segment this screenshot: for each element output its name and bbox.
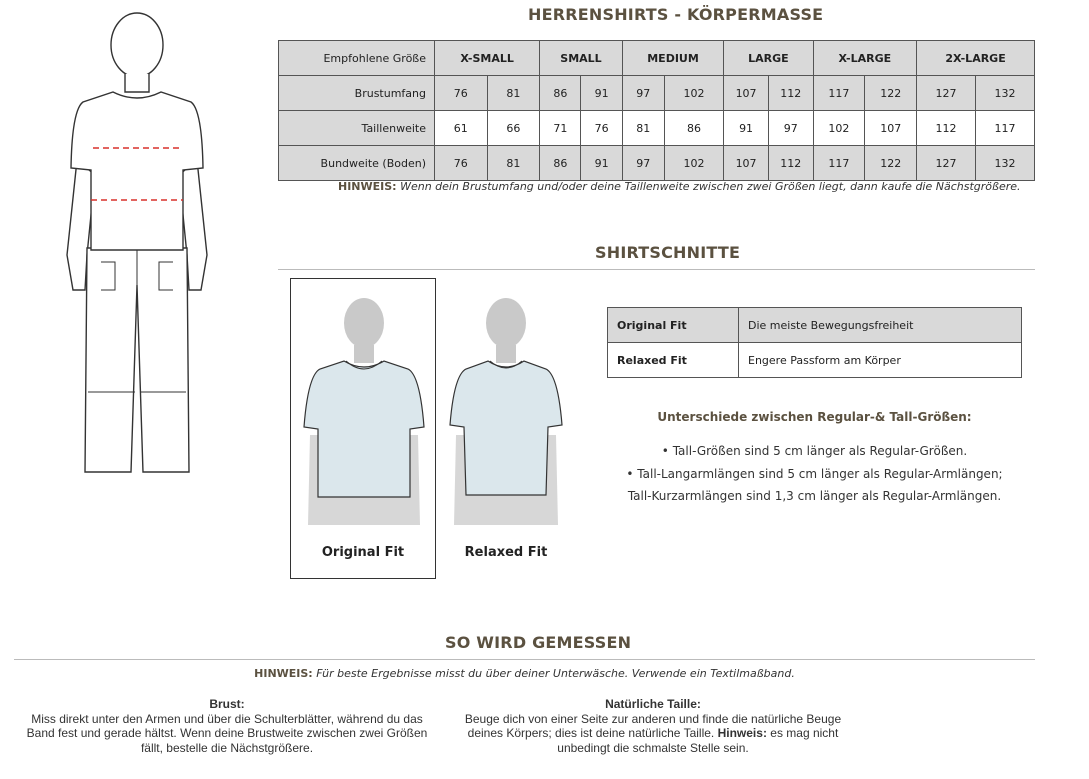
cell: 86 — [540, 146, 581, 181]
measure-note-label: HINWEIS: — [254, 667, 313, 680]
relaxed-fit-caption: Relaxed Fit — [464, 545, 548, 560]
table-row — [279, 146, 1035, 181]
cell: 102 — [664, 146, 723, 181]
cell: 122 — [865, 76, 917, 111]
cell: 107 — [865, 111, 917, 146]
fit-label: Original Fit — [608, 308, 739, 343]
fit-desc: Die meiste Bewegungsfreiheit — [739, 308, 1022, 343]
cell: 66 — [487, 111, 540, 146]
diff-item-2 — [607, 467, 1022, 481]
size-m: MEDIUM — [622, 41, 723, 76]
relaxed-fit-shirt-icon — [442, 295, 572, 535]
cell: 81 — [622, 111, 664, 146]
cell: 97 — [768, 111, 813, 146]
waist-line-2a: deines Körpers; dies ist deine natürliche Taille. — [467, 726, 715, 740]
cell: 127 — [917, 76, 976, 111]
diff-title: Unterschiede zwischen Regular-& Tall-Größen: — [657, 410, 972, 424]
chest-title: Brust: — [209, 697, 245, 711]
table-row — [608, 343, 1022, 378]
diff-item-1 — [607, 444, 1022, 458]
cell: 81 — [487, 146, 540, 181]
cell: 122 — [865, 146, 917, 181]
cell: 117 — [813, 76, 865, 111]
row-label: Brustumfang — [279, 76, 435, 111]
fit-label: Relaxed Fit — [608, 343, 739, 378]
cell: 76 — [435, 76, 488, 111]
original-fit-caption: Original Fit — [321, 545, 405, 560]
waist-line-3: unbedingt die schmalste Stelle sein. — [557, 740, 749, 755]
table-row — [279, 76, 1035, 111]
cell: 76 — [581, 111, 622, 146]
size-xs: X-SMALL — [435, 41, 540, 76]
cell: 132 — [976, 76, 1035, 111]
fit-desc: Engere Passform am Körper — [739, 343, 1022, 378]
cell: 117 — [813, 146, 865, 181]
waist-instructions — [440, 697, 866, 755]
fits-title: SHIRTSCHNITTE — [595, 243, 741, 262]
cell: 107 — [724, 146, 769, 181]
cell: 91 — [581, 76, 622, 111]
cell: 91 — [724, 111, 769, 146]
cell: 127 — [917, 146, 976, 181]
cell: 132 — [976, 146, 1035, 181]
cell: 107 — [724, 76, 769, 111]
cell: 86 — [664, 111, 723, 146]
measure-note-text: Für beste Ergebnisse misst du über deiner Unterwäsche. Verwende ein Textilmaßband. — [316, 667, 795, 680]
table-row — [279, 111, 1035, 146]
cell: 117 — [976, 111, 1035, 146]
waist-line-2 — [440, 726, 866, 741]
size-s: SMALL — [540, 41, 623, 76]
original-fit-shirt-icon — [300, 295, 430, 535]
cell: 76 — [435, 146, 488, 181]
cell: 102 — [813, 111, 865, 146]
waist-hint-label: Hinweis: — [717, 726, 767, 740]
diff-item-2a-text: Tall-Langarmlängen sind 5 cm länger als Regular-Armlängen; — [637, 467, 1003, 481]
row-label: Bundweite (Boden) — [279, 146, 435, 181]
size-xl: X-LARGE — [813, 41, 917, 76]
measure-divider — [14, 659, 1035, 660]
cell: 97 — [622, 146, 664, 181]
size-header-row — [279, 41, 1035, 76]
bullet-icon: • — [661, 444, 673, 458]
cell: 86 — [540, 76, 581, 111]
fit-table — [607, 307, 1022, 378]
chest-line-1: Miss direkt unter den Armen und über die Schulterblätter, während du das — [31, 711, 423, 726]
cell: 112 — [917, 111, 976, 146]
cell: 112 — [768, 76, 813, 111]
size-header-label: Empfohlene Größe — [279, 41, 435, 76]
cell: 81 — [487, 76, 540, 111]
cell: 97 — [622, 76, 664, 111]
chest-line-3: fällt, bestelle die Nächstgrößere. — [140, 740, 314, 755]
size-2xl: 2X-LARGE — [917, 41, 1035, 76]
cell: 102 — [664, 76, 723, 111]
body-measure-figure — [55, 0, 215, 480]
chest-line-2: Band fest und gerade hältst. Wenn deine Brustweite zwischen zwei Größen — [26, 726, 428, 740]
size-note — [338, 180, 1021, 193]
waist-line-2b: es mag nicht — [770, 726, 839, 740]
note-label: HINWEIS: — [338, 180, 397, 193]
row-label: Taillenweite — [279, 111, 435, 146]
diff-item-1-text: Tall-Größen sind 5 cm länger als Regular-Größen. — [672, 444, 968, 458]
size-l: LARGE — [724, 41, 813, 76]
bullet-icon: • — [626, 467, 638, 481]
fits-divider — [278, 269, 1035, 270]
cell: 112 — [768, 146, 813, 181]
measure-title: SO WIRD GEMESSEN — [445, 633, 632, 652]
size-table — [278, 40, 1035, 181]
cell: 71 — [540, 111, 581, 146]
cell: 91 — [581, 146, 622, 181]
table-row — [608, 308, 1022, 343]
size-chart-title: HERRENSHIRTS - KÖRPERMASSE — [528, 5, 824, 24]
chest-instructions — [14, 697, 440, 755]
waist-line-1: Beuge dich von einer Seite zur anderen und finde die natürliche Beuge — [464, 711, 842, 726]
cell: 61 — [435, 111, 488, 146]
note-text: Wenn dein Brustumfang und/oder deine Taillenweite zwischen zwei Größen liegt, dann kaufe die Nächstgrößere. — [400, 180, 1021, 193]
waist-title: Natürliche Taille: — [605, 697, 701, 711]
measure-note — [14, 667, 1035, 680]
diff-item-2-cont: Tall-Kurzarmlängen sind 1,3 cm länger als Regular-Armlängen. — [627, 489, 1002, 503]
